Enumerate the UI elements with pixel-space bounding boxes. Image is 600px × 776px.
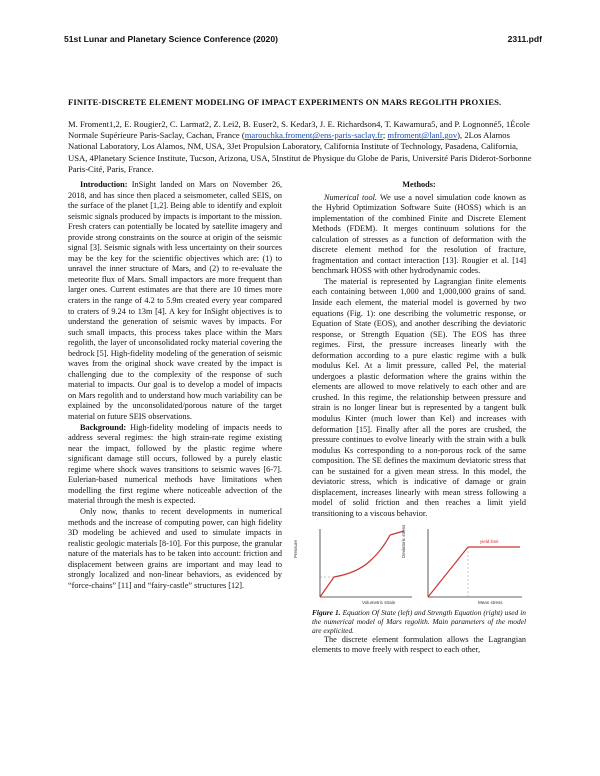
affiliation-1: 1École Normale Supérieure Paris-Saclay, Cachan, France (: [68, 119, 530, 141]
material-paragraph: The material is represented by Lagrangian finite elements each containing between 1,000 and 1,000,000 grains of sand. Inside each element, the material model is governed by two equations (Fig. 1): one describing the volumetric response, or Equation of State (EOS), and another describing the deviatoric response, or Strength Equation (SE). The EOS has three regimes. First, the pressure increases linearly with the deformation according to a pure elastic regime with a bulk modulus Kel. At a limit pressure, called Pel, the material undergoes a plastic deformation where the grains within the elements are allowed to move relatively to each other and are crushed. In this regime, the relationship between pressure and strain is no longer linear but is represented by a tangent bulk modulus Kinter (much lower than Kel) and increases with deformation [15]. Finally after all the pores are crushed, the pressure continues to evolve linearly with the strain with a bulk modulus Ks corresponding to a non-porous rock of the same composition. The SE defines the maximum deviatoric stress that can be sustained for a given mean stress. In this model, the deviatoric stress, which is indicative of damage or grain displacement, increases linearly with mean stress following a model of solid friction and then reaches a limit yield transitioning to a viscous behavior.: [312, 276, 526, 518]
email-link-1[interactable]: marouchka.froment@ens-paris-saclay.fr: [244, 130, 383, 141]
se-x-label: Mean stress: [478, 599, 503, 605]
intro-text: InSight landed on Mars on November 26, 2018, and has since then placed a seismometer, called SEIS, on the surface of the planet [1,2]. Being able to identify and exploit seismic signals produced by impacts is important to the mission. Fresh craters can potentially be located by satellite imagery and provide strong constraints on the source at origin of the seismic signal [3]. Seismic signals with less uncertainty on their sources may be the key for the scientific objectives which are: (1) to unravel the inner structure of Mars, and (2) to re-evaluate the meteorite flux of Mars. Small impactors are more frequent than larger ones. Current estimates are that there are 10 times more craters in the range of 4.2 to 5.9m created every year compared to craters of 9.24 to 13m [4]. A key for InSight objectives is to understand the generation of seismic waves by impacts. For such small impacts, this process takes place within the Mars regolith, the layer of unconsolidated rocky material covering the bedrock [5]. High-fidelity modeling of the generation of seismic waves from the original shock wave created by the impact is challenging due to the complexity of the response of such material to impacts. Our goal is to develop a model of impacts on Mars regolith and to understand how much variability can be explained by the unconsolidated/porous nature of the target material on future SEIS observations.: [68, 180, 283, 422]
background-paragraph: [68, 423, 282, 507]
email-link-2[interactable]: mfroment@lanl.gov: [387, 130, 458, 141]
figure-caption-label: Figure 1.: [312, 607, 341, 617]
left-column: [68, 180, 282, 591]
paper-id: 2311.pdf: [507, 34, 542, 44]
numerical-methods-paragraph: Only now, thanks to recent developments in numerical methods and the increase of computing power, can high fidelity 3D modeling be achieved and used to simulate impacts in realistic geologic materials [8-10]. For this purpose, the granular nature of the materials has to be taken into account: friction and displacement between grains are important and may lead to strongly localized and non-linear behaviors, as evidenced by “force-chains” [11] and “fairy-castle” structures [12].: [68, 506, 282, 590]
email-separator: ;: [382, 130, 388, 141]
intro-paragraph: [68, 180, 282, 423]
eos-x-label: Volumetric strain: [362, 599, 396, 605]
eos-plastic-curve: [334, 535, 390, 577]
methods-heading: Methods:: [402, 180, 436, 189]
eos-y-label: Pressure: [293, 539, 298, 558]
intro-heading: Introduction:: [80, 180, 128, 189]
se-y-label: Deviatoric stress: [401, 524, 406, 558]
numerical-tool-label: Numerical tool.: [324, 192, 377, 202]
figure-caption: [312, 608, 526, 635]
background-heading: Background:: [80, 422, 127, 432]
author-block: [68, 119, 538, 175]
figure-1: [293, 524, 526, 605]
paper-title: FINITE-DISCRETE ELEMENT MODELING OF IMPACT EXPERIMENTS ON MARS REGOLITH PROXIES.: [68, 97, 502, 107]
background-text: High-fidelity modeling of impacts needs to address several regimes: the high strain-rate regime existing near the impact, followed by the plastic regime where significant damage still occurs, followed by a purely elastic regime where shock waves transitions to seismic waves [6-7]. Eulerian-based numerical methods have limitations when modelling the first regime where noticeable advection of the material through the mesh is expected.: [68, 422, 282, 506]
affiliation-rest: ), 2Los Alamos National Laboratory, Los Alamos, NM, USA, 3Jet Propulsion Laboratory, California Institute of Technology, Pasadena, California, USA, 4Planetary Science Institute, Tucson, Arizona, USA, 5Institut de Physique du Globe de Paris, Université Paris Diderot-Sorbonne Paris-Cité, Paris, France.: [68, 130, 532, 174]
conference-header: 51st Lunar and Planetary Science Conference (2020): [64, 34, 278, 44]
strength-plot: [401, 524, 526, 605]
discrete-paragraph: The discrete element formulation allows the Lagrangian elements to move freely with respect to each other,: [312, 634, 526, 655]
numerical-tool-paragraph: [312, 193, 526, 277]
right-column: [293, 180, 526, 656]
figure-caption-text: Equation Of State (left) and Strength Equation (right) used in the numerical model of Mars regolith. Main parameters of the model are explicited.: [312, 607, 526, 635]
numerical-tool-text: We use a novel simulation code known as the Hybrid Optimization Software Suite (HOSS) which is an implementation of the combined Finite and Discrete Element Methods (FDEM). It merges continuum solutions for the calculation of stresses as a function of deformation with the discrete element method for the resolution of fracture, fragmentation and contact interaction [13]. Rougier et al. [14] benchmark HOSS with other hydrodynamic codes.: [312, 192, 526, 276]
se-friction-segment: [428, 547, 468, 597]
author-list: M. Froment1,2, E. Rougier2, C. Larmat2, Z. Lei2, B. Euser2, S. Kedar3, J. E. Richardson4, T. Kawamura5, and P. Lognonné5,: [68, 119, 504, 129]
se-yield-label: yield limit: [480, 538, 499, 544]
eos-elastic-segment: [320, 577, 334, 597]
